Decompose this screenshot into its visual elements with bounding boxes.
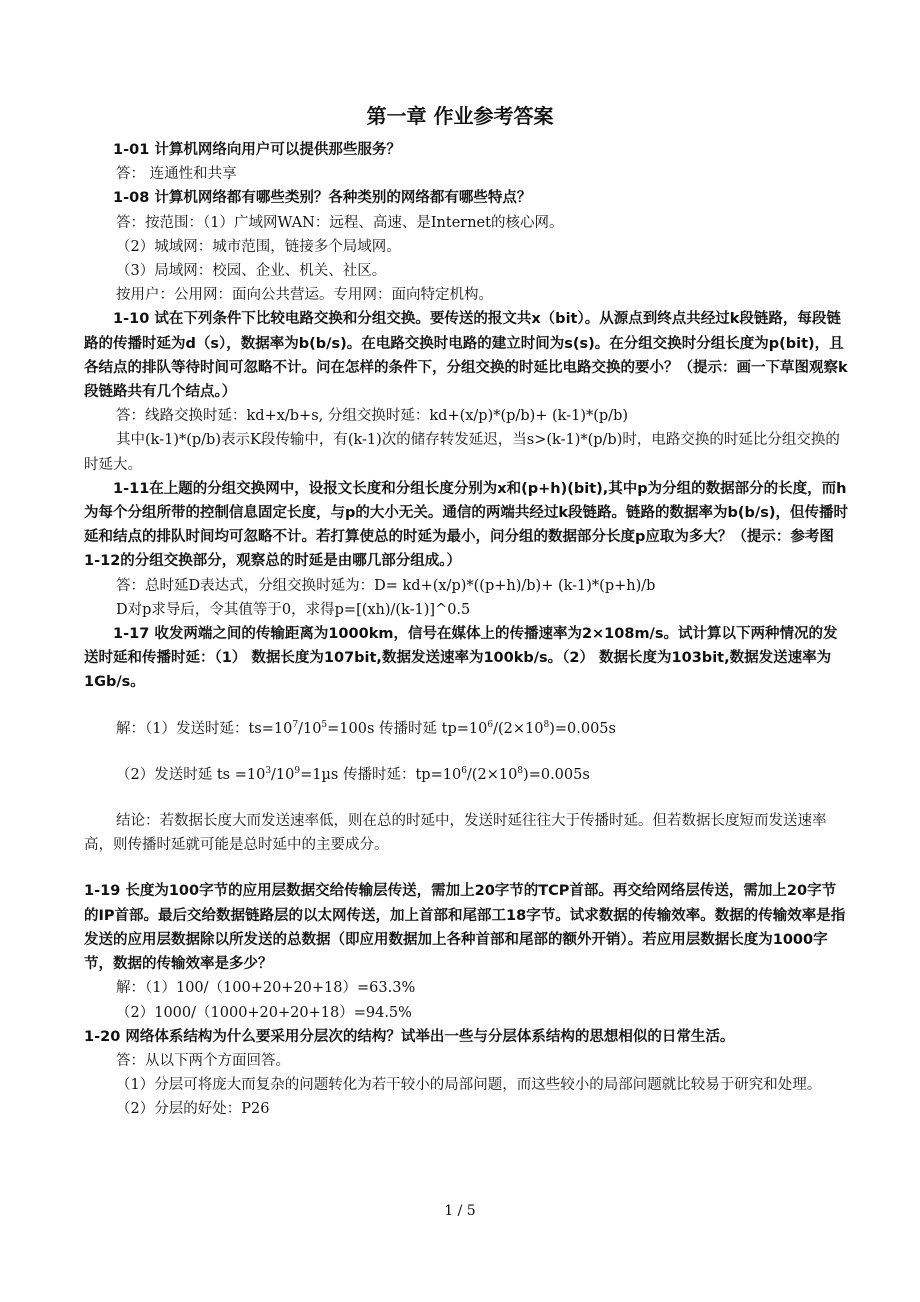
answer-1-17-line-2: （2）发送时延 ts $=10^3/10^9=1\mu s$ 传播时延：$tp=10^6/(2\times 10^8)=0.005s$ bbox=[116, 765, 590, 783]
answer-1-08-line-4: 按用户：公用网：面向公共营运。专用网：面向特定机构。 bbox=[116, 287, 493, 304]
question-1-19: 1-19 长度为100字节的应用层数据交给传输层传送，需加上20字节的TCP首部。再交给网络层传送，需加上20字节的IP首部。最后交给数据链路层的以太网传送，加上首部和尾部工18字节。试求数据的传输效率。数据的传输效率是指发送的应用层数据除以所发送的总数据（即应用数据加上各种首部和尾部的额外开销）。若应用层数据长度为1000字节，数据的传输效率是多少？ bbox=[84, 883, 846, 973]
answer-1-11-line-2: D对p求导后，令其值等于0，求得p=[(xh)/(k-1)]^0.5 bbox=[116, 601, 471, 618]
answer-1-08-line-2: （2）城域网：城市范围，链接多个局域网。 bbox=[116, 238, 401, 255]
question-1-20: 1-20 网络体系结构为什么要采用分层次的结构？试举出一些与分层体系结构的思想相似的日常生活。 bbox=[84, 1028, 735, 1045]
answer-1-08-line-1: 答：按范围：（1）广域网WAN：远程、高速、是Internet的核心网。 bbox=[116, 214, 564, 231]
page-title: 第一章 作业参考答案 bbox=[366, 104, 554, 128]
answer-1-20-line-3: （2）分层的好处：P26 bbox=[116, 1101, 270, 1118]
document-body bbox=[84, 138, 848, 1122]
answer-1-17-line-1: 解：（1）发送时延：$ts=10^7/10^5=100s$ 传播时延 $tp=10^6/(2\times 10^8)=0.005s$ bbox=[116, 719, 616, 737]
question-1-08: 1-08 计算机网络都有哪些类别？各种类别的网络都有哪些特点？ bbox=[113, 190, 532, 207]
question-1-01: 1-01 计算机网络向用户可以提供那些服务？ bbox=[113, 142, 401, 158]
answer-1-20-line-1: 答：从以下两个方面回答。 bbox=[116, 1052, 290, 1069]
question-1-11: 1-11在上题的分组交换网中，设报文长度和分组长度分别为x和(p+h)(bit),其中p为分组的数据部分的长度，而h为每个分组所带的控制信息固定长度，与p的大小无关。通信的两端共经过k段链路。链路的数据率为b(b/s)，但传播时延和结点的排队时间均可忽略不计。若打算使总的时延为最小，问分组的数据部分长度p应取为多大？（提示：参考图1-12的分组交换部分，观察总的时延是由哪几部分组成。） bbox=[84, 480, 848, 570]
answer-1-20-line-2: （1）分层可将庞大而复杂的问题转化为若干较小的局部问题，而这些较小的局部问题就比较易于研究和处理。 bbox=[116, 1077, 822, 1094]
answer-1-10-line-2: 其中(k-1)*(p/b)表示K段传输中，有(k-1)次的储存转发延迟，当s>(k-1)*(p/b)时，电路交换的时延比分组交换的时延大。 bbox=[84, 432, 840, 473]
answer-1-01: 答： 连通性和共享 bbox=[116, 166, 237, 183]
answer-1-11-line-1: 答：总时延D表达式，分组交换时延为：D= kd+(x/p)*((p+h)/b)+ (k-1)*(p+h)/b bbox=[116, 577, 656, 594]
answer-1-08-line-3: （3）局域网：校园、企业、机关、社区。 bbox=[116, 263, 387, 280]
page-number: 1 / 5 bbox=[444, 1203, 476, 1219]
question-1-10: 1-10 试在下列条件下比较电路交换和分组交换。要传送的报文共x（bit）。从源点到终点共经过k段链路，每段链路的传播时延为d（s），数据率为b(b/s)。在电路交换时电路的建立时间为s(s)。在分组交换时分组长度为p(bit)，且各结点的排队等待时间可忽略不计。问在怎样的条件下，分组交换的时延比电路交换的要小？（提示：画一下草图观察k段链路共有几个结点。） bbox=[84, 311, 848, 401]
answer-1-19-line-2: （2）1000/（1000+20+20+18）=94.5% bbox=[116, 1004, 412, 1021]
answer-1-10-line-1: 答：线路交换时延：kd+x/b+s, 分组交换时延：kd+(x/p)*(p/b)+ (k-1)*(p/b) bbox=[116, 408, 629, 425]
answer-1-19-line-1: 解：（1）100/（100+20+20+18）=63.3% bbox=[116, 980, 416, 997]
question-1-17: 1-17 收发两端之间的传输距离为1000km，信号在媒体上的传播速率为2×108m/s。试计算以下两种情况的发送时延和传播时延：（1） 数据长度为107bit,数据发送速率为100kb/s。（2） 数据长度为103bit,数据发送速率为1Gb/s。 bbox=[84, 626, 838, 691]
conclusion-1-17: 结论：若数据长度大而发送速率低，则在总的时延中，发送时延往往大于传播时延。但若数据长度短而发送速率高，则传播时延就可能是总时延中的主要成分。 bbox=[84, 813, 827, 854]
